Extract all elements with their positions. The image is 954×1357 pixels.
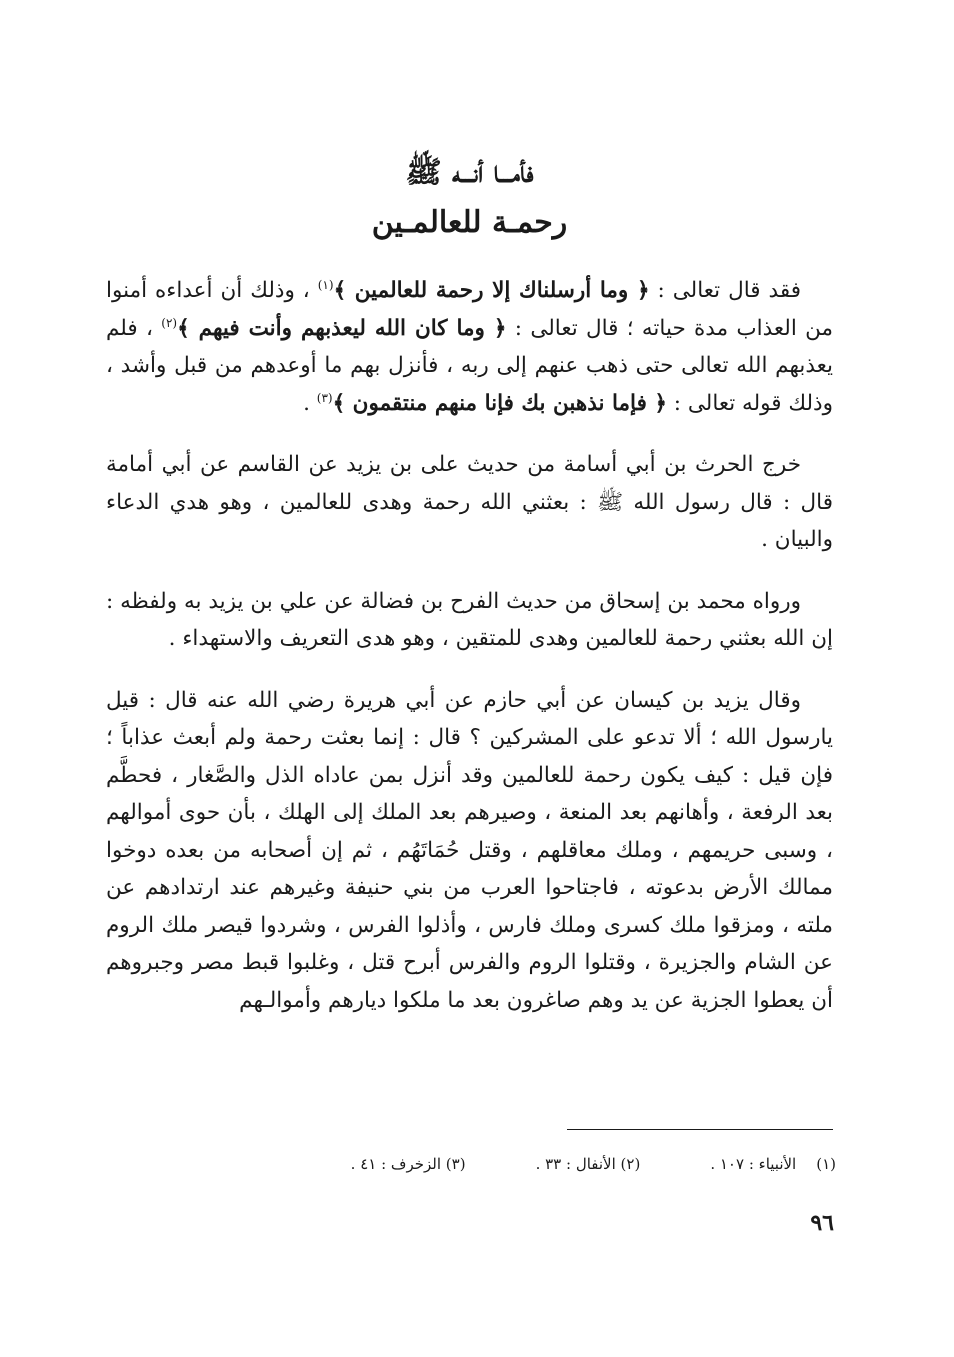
footnote-3-text: (٣) الزخرف : ٤١ . [350,1155,466,1173]
footnotes [116,1152,836,1176]
footnote-2-text: (٢) الأنفال : ٣٣ . [535,1155,641,1173]
text-segment: . [303,390,317,416]
text-segment: ، وذلك أن أعداءه أمنوا من العذاب مدة حياته ؛ قال تعالى : [106,278,833,341]
page-number: ٩٦ [810,1210,834,1236]
paragraph [106,583,833,658]
footnote-1-text: الأنبياء : ١٠٧ . [710,1155,797,1173]
quran-quote: ﴿ وما كان الله ليعذبهم وأنت فيهم ﴾ [177,315,507,341]
page-body [106,150,833,1043]
footnote-1 [710,1152,836,1176]
text-segment: خرج الحرث بن أبي أسامة من حديث على بن يزيد عن القاسم عن أبي أمامة قال : قال رسول الله ﷺ : بعثني الله رحمة وهدى للعالمين ، وهو هدي الدعاء والبيان . [106,452,833,552]
footnote-3 [351,1152,466,1176]
footnote-marker: (٣) [316,390,333,405]
heading-line-1: فأمـــا أنـــه ﷺ [405,155,534,190]
text-segment: ورواه محمد بن إسحاق من حديث الفرح بن فضالة عن علي بن يزيد به ولفظه : إن الله بعثني رحمة للعالمين وهدى للمتقين ، وهو هدى التعريف والاستهداء . [106,588,833,651]
main-text [106,272,833,1019]
footnote-2 [536,1152,641,1176]
quran-quote: ﴿ فإما نذهبن بك فإنا منهم منتقمون ﴾ [332,390,667,416]
footnote-1-number: (١) [816,1155,836,1173]
quran-quote: ﴿ وما أرسلناك إلا رحمة للعالمين ﴾ [333,278,650,303]
paragraph [106,272,833,422]
chapter-heading [106,150,833,246]
paragraph [106,446,833,559]
footnote-marker: (٢) [161,315,178,330]
paragraph [106,682,833,1020]
footnote-divider [567,1129,833,1130]
text-segment: فقد قال تعالى : [649,278,801,303]
text-segment: ، فلم يعذبهم الله تعالى حتى ذهب عنهم إلى ربه ، فأنزل بهم ما أوعدهم من قبل وأشد ، وذلك قوله تعالى : [106,315,833,416]
text-segment: وقال يزيد بن كيسان عن أبي حازم عن أبي هريرة رضي الله عنه قال : قيل يارسول الله ؛ ألا تدعو على المشركين ؟ قال : إنما بعثت رحمة ولم أبعث عذاباً ؛ فإن قيل : كيف يكون رحمة للعالمين وقد أنزل بمن عاداه الذل والصَّغار ، فحطَّم بعد الرفعة ، وأهانهم بعد المنعة ، وصيرهم بعد الملك إلى الهلك ، بأن حوى أموالهم ، وسبى حريمهم ، وملك معاقلهم ، وقتل حُمَاتَهُم ، ثم إن أصحابه من بعده دوخوا ممالك الأرض بدعوته ، فاجتاحوا العرب من بني حنيفة وغيرهم عند ارتدادهم عن ملته ، ومزقوا ملك كسرى وملك فارس ، وأذلوا الفرس ، وشردوا قيصر ملك الروم عن الشام والجزيرة ، وقتلوا الروم والفرس أبرح قتل ، وغلبوا قبط مصر وجبروهم أن يعطوا الجزية عن يد وهم صاغرون بعد ما ملكوا ديارهم وأموالـهم [106,687,834,1013]
footnote-marker: (١) [317,277,334,292]
heading-line-2: رحمـة للعالمـين [371,205,568,240]
